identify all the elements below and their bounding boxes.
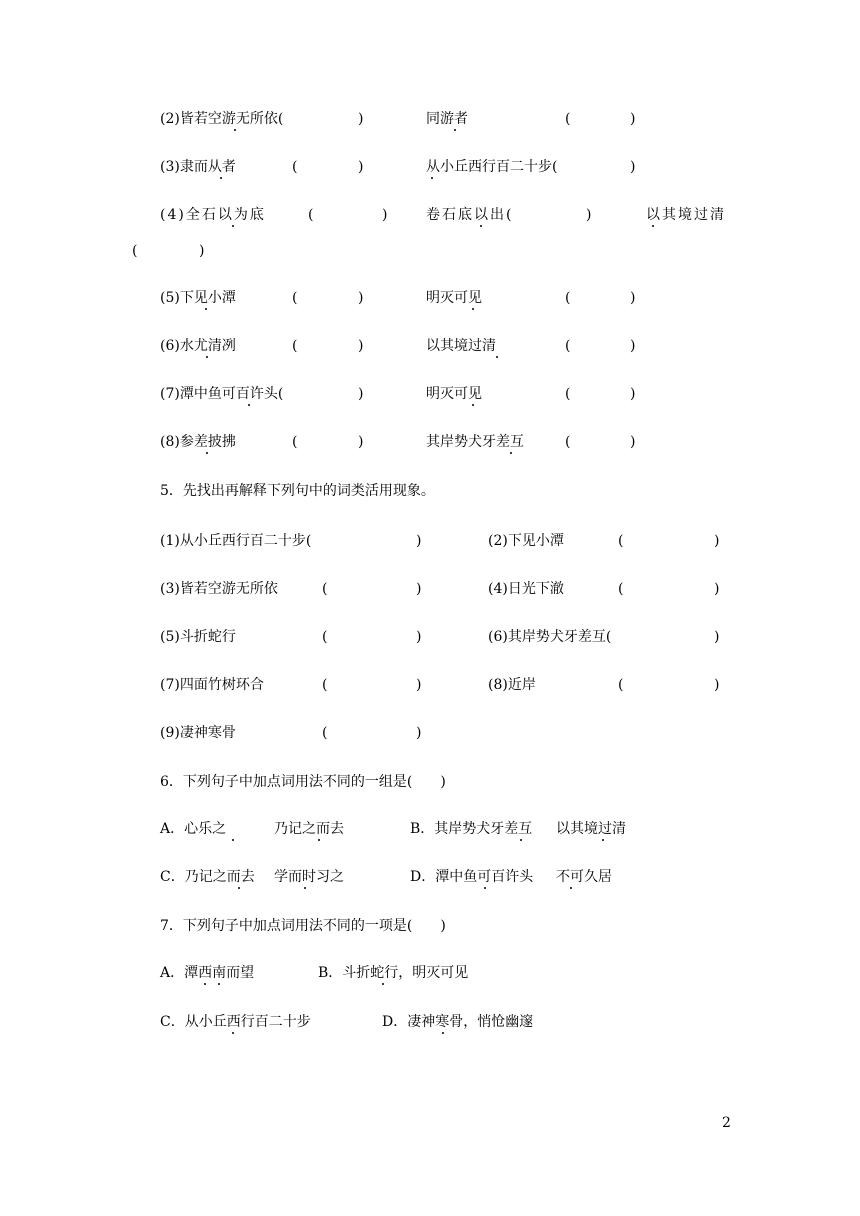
emphasis-dot <box>510 452 512 454</box>
emphasis-dot <box>472 308 474 310</box>
emphasis-dot <box>234 129 236 131</box>
emphasis-dot <box>484 887 486 889</box>
blank-open: ( <box>292 338 298 354</box>
blank-close: ) <box>358 434 364 450</box>
blank-close: ) <box>630 159 636 175</box>
item-5-7: (7)四面竹树环合 <box>160 677 264 693</box>
blank-close: ) <box>630 111 636 127</box>
blank-open: ( <box>565 386 571 402</box>
emphasis-dot <box>480 225 482 227</box>
blank-close: ) <box>714 677 720 693</box>
emphasis-dot <box>232 839 234 841</box>
item-4-7-text: (7)潭中鱼可百许头( <box>160 386 284 402</box>
item-5-8: (8)近岸 <box>488 677 536 693</box>
item-4-4b-text: 卷石底以出( <box>426 207 514 223</box>
emphasis-dot <box>205 308 207 310</box>
emphasis-dot <box>218 983 220 985</box>
option-6-c-1: C．乃记之而去 <box>160 869 255 885</box>
emphasis-dot <box>454 129 456 131</box>
blank-open: ( <box>322 629 328 645</box>
blank-close: ) <box>416 581 422 597</box>
emphasis-dot <box>570 887 572 889</box>
blank-close: ) <box>714 533 720 549</box>
emphasis-dot <box>382 983 384 985</box>
blank-open: ( <box>618 677 624 693</box>
emphasis-dot <box>206 356 208 358</box>
item-5-4: (4)日光下澈 <box>488 581 564 597</box>
blank-close: ) <box>358 111 364 127</box>
emphasis-dot <box>602 839 604 841</box>
item-4-4-text: (4)全石以为底 <box>160 207 266 223</box>
blank-open: ( <box>308 207 314 223</box>
blank-close: ) <box>586 207 592 223</box>
emphasis-dot <box>318 839 320 841</box>
blank-close: ) <box>714 629 720 645</box>
section-6-title: 6．下列句子中加点词用法不同的一组是( ) <box>160 774 446 790</box>
blank-close: ) <box>358 338 364 354</box>
item-4-6b-text: 以其境过清 <box>426 338 496 354</box>
option-6-d-2: 不可久居 <box>556 869 612 885</box>
blank-open: ( <box>322 581 328 597</box>
blank-close: ) <box>630 338 636 354</box>
blank-close: ) <box>416 629 422 645</box>
option-6-a-2: 乃记之而去 <box>274 821 344 837</box>
emphasis-dot <box>652 225 654 227</box>
blank-close: ) <box>630 386 636 402</box>
emphasis-dot <box>472 404 474 406</box>
item-5-9: (9)凄神寒骨 <box>160 725 236 741</box>
blank-close: ) <box>630 290 636 306</box>
option-6-b-1: B．其岸势犬牙差互 <box>410 821 533 837</box>
item-4-2b-text: 同游者 <box>426 111 468 127</box>
item-4-8b-text: 其岸势犬牙差互 <box>426 434 524 450</box>
emphasis-dot <box>442 1032 444 1034</box>
item-5-1: (1)从小丘西行百二十步( <box>160 533 312 549</box>
item-5-6: (6)其岸势犬牙差互( <box>488 629 612 645</box>
emphasis-dot <box>204 983 206 985</box>
emphasis-dot <box>304 887 306 889</box>
emphasis-dot <box>232 225 234 227</box>
blank-close: ) <box>358 290 364 306</box>
item-4-3b-text: 从小丘西行百二十步( <box>426 159 558 175</box>
item-4-6-text: (6)水尤清冽 <box>160 338 236 354</box>
blank-close: ) <box>416 533 422 549</box>
page-number: 2 <box>722 1115 731 1131</box>
section-5-title: 5．先找出再解释下列句中的词类活用现象。 <box>160 483 435 499</box>
blank-close: ) <box>416 725 422 741</box>
blank-open: ( <box>618 533 624 549</box>
emphasis-dot <box>220 177 222 179</box>
option-6-a-1: A．心乐之 <box>160 821 227 837</box>
blank-close: ) <box>358 386 364 402</box>
emphasis-dot <box>248 404 250 406</box>
option-7-a: A．潭西南而望 <box>160 965 255 981</box>
option-7-b: B．斗折蛇行，明灭可见 <box>318 965 469 981</box>
blank-close: ) <box>416 677 422 693</box>
blank-open: ( <box>565 338 571 354</box>
blank-open: ( <box>322 725 328 741</box>
item-4-5-text: (5)下见小潭 <box>160 290 236 306</box>
blank-open: ( <box>132 243 138 259</box>
item-4-4c-text: 以其境过清 <box>646 207 726 223</box>
option-6-b-2: 以其境过清 <box>556 821 626 837</box>
blank-open: ( <box>322 677 328 693</box>
blank-close: ) <box>630 434 636 450</box>
blank-open: ( <box>565 111 571 127</box>
option-7-d: D．凄神寒骨，悄怆幽邃 <box>382 1014 534 1030</box>
blank-open: ( <box>292 159 298 175</box>
item-4-3-text: (3)隶而从者 <box>160 159 236 175</box>
item-5-2: (2)下见小潭 <box>488 533 564 549</box>
blank-open: ( <box>292 434 298 450</box>
item-5-3: (3)皆若空游无所依 <box>160 581 278 597</box>
blank-open: ( <box>565 290 571 306</box>
option-6-c-2: 学而时习之 <box>274 869 344 885</box>
blank-close: ) <box>714 581 720 597</box>
blank-open: ( <box>565 434 571 450</box>
emphasis-dot <box>496 356 498 358</box>
emphasis-dot <box>431 177 433 179</box>
option-6-d-1: D．潭中鱼可百许头 <box>410 869 534 885</box>
emphasis-dot <box>520 839 522 841</box>
item-4-7b-text: 明灭可见 <box>426 386 482 402</box>
emphasis-dot <box>232 1032 234 1034</box>
item-5-5: (5)斗折蛇行 <box>160 629 236 645</box>
item-4-8-text: (8)参差披拂 <box>160 434 236 450</box>
blank-close: ) <box>382 207 388 223</box>
emphasis-dot <box>206 452 208 454</box>
emphasis-dot <box>238 887 240 889</box>
section-7-title: 7．下列句子中加点词用法不同的一项是( ) <box>160 918 446 934</box>
blank-open: ( <box>618 581 624 597</box>
item-4-5b-text: 明灭可见 <box>426 290 482 306</box>
blank-close: ) <box>199 243 205 259</box>
blank-close: ) <box>358 159 364 175</box>
option-7-c: C．从小丘西行百二十步 <box>160 1014 311 1030</box>
item-4-2-text: (2)皆若空游无所依( <box>160 111 284 127</box>
blank-open: ( <box>292 290 298 306</box>
